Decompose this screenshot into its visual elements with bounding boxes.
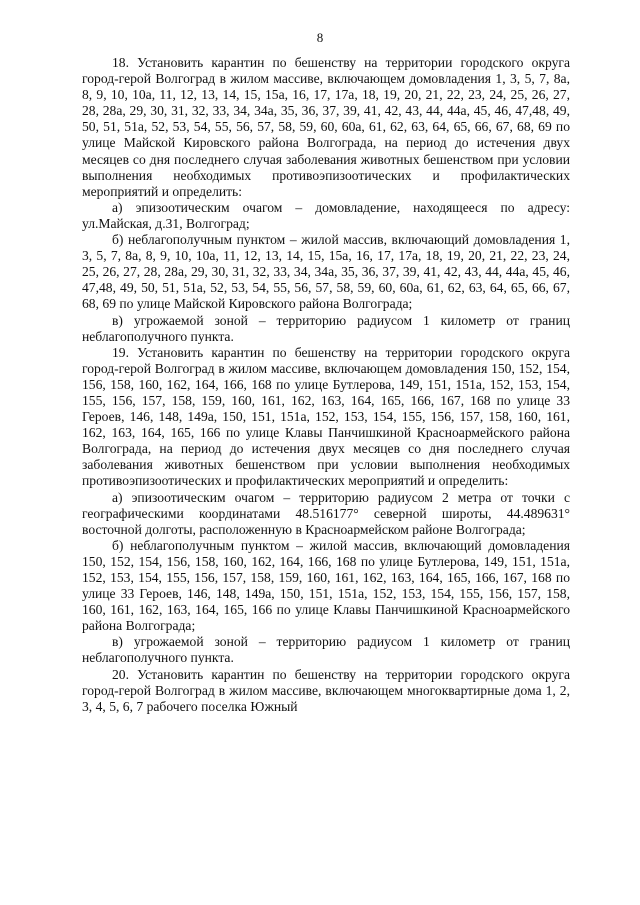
paragraph-19a: а) эпизоотическим очагом – территорию радиусом 2 метра от точки с географическими координатами 48.516177° северной широты, 44.489631° восточной долготы, расположенную в Красноармейском районе Волгограда; — [82, 489, 570, 537]
paragraph-19: 19. Установить карантин по бешенству на территории городского округа город-герой Волгоград в жилом массиве, включающем домовладения 150, 152, 154, 156, 158, 160, 162, 164, 166, 168 по улице Бутлерова, 149, 151, 151а, 152, 153, 154, 155, 156, 157, 158, 159, 160, 161, 162, 163, 164, 165, 166, 167, 168 по улице 33 Героев, 146, 148, 149а, 150, 151, 151а, 152, 153, 154, 155, 156, 157, 158, 160, 161, 162, 163, 164, 165, 166 по улице Клавы Панчишкиной Красноармейского района Волгограда, на период до истечения двух месяцев со дня последнего случая заболевания животных бешенством при условии выполнения необходимых противоэпизоотических и профилактических мероприятий и определить: — [82, 344, 570, 489]
paragraph-19b: б) неблагополучным пунктом – жилой массив, включающий домовладения 150, 152, 154, 156, 158, 160, 162, 164, 166, 168 по улице Бутлерова, 149, 151, 151а, 152, 153, 154, 155, 156, 157, 158, 159, 160, 161, 162, 163, 164, 165, 166, 167, 168 по улице 33 Героев, 146, 148, 149а, 150, 151, 151а, 152, 153, 154, 155, 156, 157, 158, 160, 161, 162, 163, 164, 165, 166 по улице Клавы Панчишкиной Красноармейского района Волгограда; — [82, 537, 570, 634]
document-body — [82, 55, 570, 715]
paragraph-18c: в) угрожаемой зоной – территорию радиусом 1 километр от границ неблагополучного пункта. — [82, 312, 570, 344]
paragraph-18b: б) неблагополучным пунктом – жилой массив, включающий домовладения 1, 3, 5, 7, 8а, 8, 9, 10, 10а, 11, 12, 13, 14, 15, 15а, 16, 17, 17а, 18, 19, 20, 21, 22, 23, 24, 25, 26, 27, 28, 28а, 29, 30, 31, 32, 33, 34, 34а, 35, 36, 37, 39, 41, 42, 43, 44, 44а, 45, 46, 47,48, 49, 50, 51, 51а, 52, 53, 54, 55, 56, 57, 58, 59, 60, 60а, 61, 62, 63, 64, 65, 66, 67, 68, 69 по улице Майской Кировского района Волгограда; — [82, 232, 570, 312]
page-number: 8 — [316, 30, 324, 45]
paragraph-18: 18. Установить карантин по бешенству на территории городского округа город-герой Волгоград в жилом массиве, включающем домовладения 1, 3, 5, 7, 8а, 8, 9, 10, 10а, 11, 12, 13, 14, 15, 15а, 16, 17, 17а, 18, 19, 20, 21, 22, 23, 24, 25, 26, 27, 28, 28а, 29, 30, 31, 32, 33, 34, 34а, 35, 36, 37, 39, 41, 42, 43, 44, 44а, 45, 46, 47,48, 49, 50, 51, 51а, 52, 53, 54, 55, 56, 57, 58, 59, 60, 60а, 61, 62, 63, 64, 65, 66, 67, 68, 69 по улице Майской Кировского района Волгограда, на период до истечения двух месяцев со дня последнего случая заболевания животных бешенством при условии выполнения необходимых противоэпизоотических и профилактических мероприятий и определить: — [82, 55, 570, 199]
paragraph-18a: а) эпизоотическим очагом – домовладение, находящееся по адресу: ул.Майская, д.31, Волгоград; — [82, 199, 570, 231]
paragraph-19c: в) угрожаемой зоной – территорию радиусом 1 километр от границ неблагополучного пункта. — [82, 634, 570, 666]
paragraph-20: 20. Установить карантин по бешенству на территории городского округа город-герой Волгоград в жилом массиве, включающем многоквартирные дома 1, 2, 3, 4, 5, 6, 7 рабочего поселка Южный — [82, 666, 570, 714]
